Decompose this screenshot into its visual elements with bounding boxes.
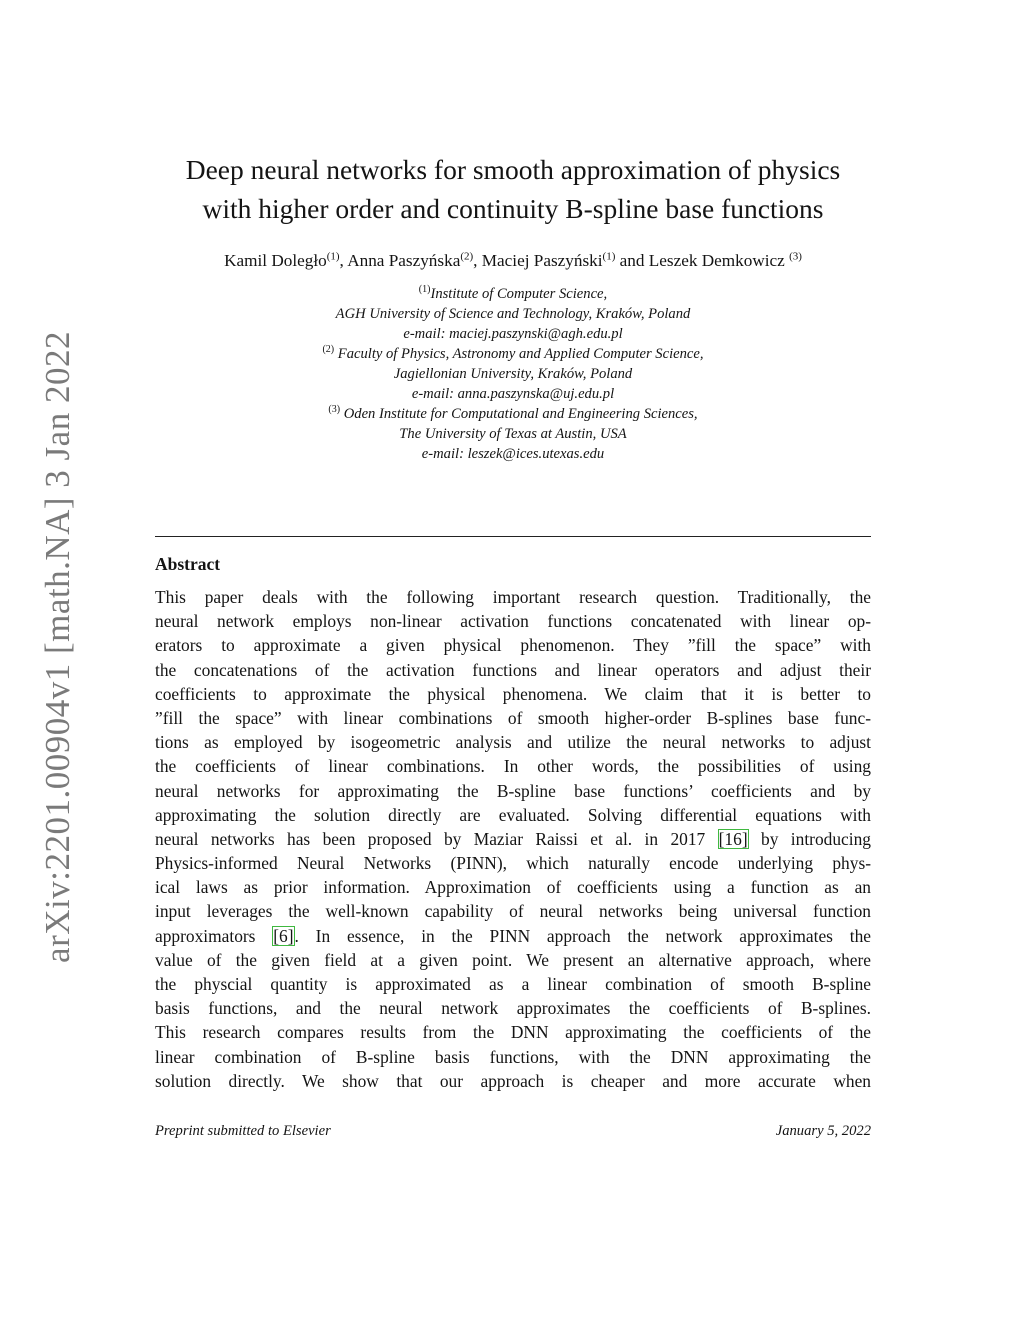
affiliation-mark: (3) bbox=[328, 404, 341, 416]
author-mark: (3) bbox=[789, 250, 802, 263]
abstract-line: Physics-informed Neural Networks (PINN), which naturally encode underlying phys- bbox=[155, 853, 871, 874]
abstract-line: coefficients to approximate the physical phenomena. We claim that it is better to bbox=[155, 683, 871, 704]
title-line-2: with higher order and continuity B-spline base functions bbox=[202, 193, 824, 224]
citation-link[interactable]: [16] bbox=[718, 828, 748, 849]
abstract-line: This paper deals with the following important research question. Traditionally, the bbox=[155, 587, 871, 607]
abstract-line: the coefficients of linear combinations. In other words, the possibilities of using bbox=[155, 756, 871, 777]
abstract-line: the concatenations of the activation functions and linear operators and adjust their bbox=[155, 659, 871, 680]
abstract-line: erators to approximate a given physical phenomenon. They ”fill the space” with bbox=[155, 635, 871, 656]
abstract-line: basis functions, and the neural network approximates the coefficients of B-splines. bbox=[155, 998, 871, 1019]
affiliation-3-line-1 bbox=[155, 404, 871, 424]
author-mark: (1) bbox=[326, 250, 340, 263]
affiliation-3-email: e-mail: leszek@ices.utexas.edu bbox=[421, 446, 605, 462]
abstract-heading: Abstract bbox=[155, 554, 221, 574]
affiliation-3-line-2: The University of Texas at Austin, USA bbox=[399, 426, 627, 442]
abstract-line: value of the given field at a given point. We present an alternative approach, where bbox=[155, 949, 871, 970]
citation-link[interactable]: [6] bbox=[273, 925, 294, 946]
affiliations bbox=[155, 284, 871, 464]
affiliation-mark: (2) bbox=[322, 344, 335, 356]
abstract-line: tions as employed by isogeometric analysis and utilize the neural networks to adjust bbox=[155, 732, 871, 753]
abstract-line: approximating the solution directly are evaluated. Solving differential equations with bbox=[155, 804, 871, 825]
abstract-body bbox=[155, 585, 871, 1093]
author-name: Kamil Doległo bbox=[224, 251, 327, 270]
author-name: Maciej Paszyński bbox=[481, 251, 603, 270]
abstract-line: solution directly. We show that our approach is cheaper and more accurate when bbox=[155, 1070, 871, 1091]
affiliation-text: Oden Institute for Computational and Engineering Sciences, bbox=[340, 406, 698, 422]
abstract-line: ical laws as prior information. Approximation of coefficients using a function as an bbox=[155, 877, 871, 898]
affiliation-2-line-2: Jagiellonian University, Kraków, Poland bbox=[393, 366, 633, 382]
affiliation-1-line-1 bbox=[155, 284, 871, 304]
abstract-line: neural networks for approximating the B-spline base functions’ coefficients and by bbox=[155, 780, 871, 801]
paper-title bbox=[155, 150, 871, 228]
author-separator: and bbox=[615, 251, 649, 270]
author-name: Anna Paszyńska bbox=[347, 251, 461, 270]
abstract-line: neural network employs non-linear activation functions concatenated with linear op- bbox=[155, 611, 871, 632]
title-line-1: Deep neural networks for smooth approximation of physics bbox=[185, 154, 841, 185]
abstract-line: linear combination of B-spline basis functions, with the DNN approximating the bbox=[155, 1046, 871, 1067]
author-mark: (1) bbox=[602, 250, 616, 263]
abstract-line: neural networks has been proposed by Maziar Raissi et al. in 2017 [16] by introducing bbox=[155, 828, 871, 849]
author-separator: , bbox=[473, 251, 482, 270]
affiliation-text: Institute of Computer Science, bbox=[430, 286, 608, 302]
author-name: Leszek Demkowicz bbox=[648, 251, 790, 270]
affiliation-mark: (1) bbox=[418, 284, 431, 296]
author-separator: , bbox=[339, 251, 348, 270]
abstract-line: the physcial quantity is approximated as a linear combination of smooth B-spline bbox=[155, 974, 871, 994]
arxiv-identifier: arXiv:2201.00904v1 [math.NA] 3 Jan 2022 bbox=[38, 331, 77, 963]
author-list bbox=[155, 251, 871, 271]
abstract-line: ”fill the space” with linear combinations of smooth higher-order B-splines base func- bbox=[155, 707, 871, 728]
footer-preprint-note: Preprint submitted to Elsevier bbox=[155, 1123, 331, 1139]
author-mark: (2) bbox=[460, 250, 474, 263]
affiliation-1-email: e-mail: maciej.paszynski@agh.edu.pl bbox=[403, 326, 623, 342]
abstract-line: This research compares results from the DNN approximating the coefficients of the bbox=[155, 1022, 871, 1043]
abstract-divider bbox=[155, 536, 871, 537]
affiliation-2-email: e-mail: anna.paszynska@uj.edu.pl bbox=[411, 386, 615, 402]
footer-date: January 5, 2022 bbox=[775, 1123, 871, 1139]
abstract-line: approximators [6]. In essence, in the PINN approach the network approximates the bbox=[155, 925, 871, 946]
affiliation-text: Faculty of Physics, Astronomy and Applied Computer Science, bbox=[334, 346, 704, 362]
affiliation-2-line-1 bbox=[155, 344, 871, 364]
abstract-line: input leverages the well-known capability of neural networks being universal function bbox=[155, 901, 871, 922]
affiliation-1-line-2: AGH University of Science and Technology, Kraków, Poland bbox=[335, 306, 691, 322]
